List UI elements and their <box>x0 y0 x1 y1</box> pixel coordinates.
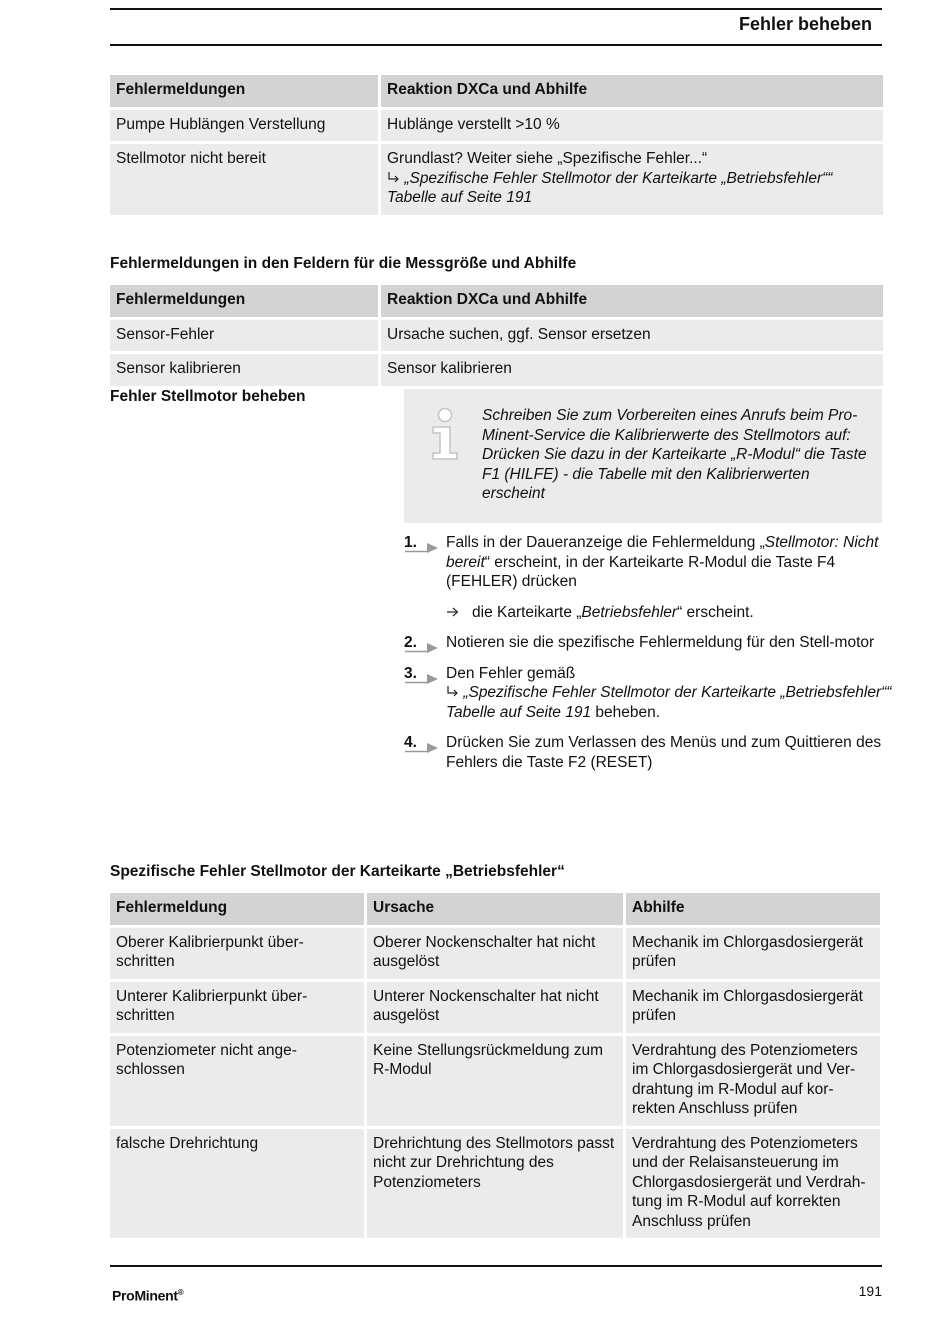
column-header-error: Fehlermeldungen <box>110 285 378 317</box>
error-table-measurement <box>107 282 886 389</box>
cause-cell: Unterer Nockenschalter hat nicht ausgelöst <box>367 982 623 1033</box>
error-cell: falsche Drehrichtung <box>110 1129 364 1239</box>
section-heading-actuator: Fehler Stellmotor beheben <box>110 388 306 405</box>
cause-cell: Oberer Nockenschalter hat nicht ausgelöst <box>367 928 623 979</box>
error-cell: Pumpe Hublängen Verstellung <box>110 110 378 142</box>
cross-reference[interactable] <box>446 683 910 722</box>
step-text: Falls in der Daueranzeige die Fehlermeldung „ <box>446 534 765 551</box>
column-header-reaction: Reaktion DXCa und Abhilfe <box>381 285 883 317</box>
header-top-rule <box>110 8 882 10</box>
result-text: die Karteikarte „ <box>472 603 582 621</box>
step-text: “ erscheint, in der Karteikarte R-Modul die Taste F4 (FEHLER) drücken <box>446 553 836 590</box>
column-header-error: Fehlermeldung <box>110 893 364 925</box>
step-2 <box>404 633 882 653</box>
column-header-remedy: Abhilfe <box>626 893 880 925</box>
cause-cell: Drehrichtung des Stellmotors passt nicht zur Drehrichtung des Potenziometers <box>367 1129 623 1239</box>
result-tab-name: Betriebsfehler <box>581 603 678 621</box>
table-header-row <box>110 893 880 925</box>
reaction-text: Grundlast? Weiter siehe „Spezifische Fehler...“ <box>387 150 708 167</box>
step-number: 2. <box>404 634 417 651</box>
logo-text: ProMinent <box>112 1287 178 1304</box>
step-number: 3. <box>404 664 417 682</box>
table-row <box>110 928 880 979</box>
step-number: 1. <box>404 534 417 551</box>
table-row <box>110 982 880 1033</box>
info-note <box>404 389 882 523</box>
error-cell: Unterer Kalibrierpunkt über-schritten <box>110 982 364 1033</box>
table-header-row <box>110 285 883 317</box>
remedy-cell: Mechanik im Chlorgasdosiergerät prüfen <box>626 982 880 1033</box>
cause-cell: Keine Stellungsrückmeldung zum R-Modul <box>367 1036 623 1126</box>
table-row <box>110 144 883 215</box>
step-message: Stellmotor: Nicht bereit <box>446 534 879 571</box>
table-header-row <box>110 75 883 107</box>
reaction-cell: Hublänge verstellt >10 % <box>381 110 883 142</box>
result-text: “ erscheint. <box>677 603 754 621</box>
procedure-steps <box>404 533 892 783</box>
cross-reference-icon <box>387 171 400 184</box>
step-number: 4. <box>404 734 417 751</box>
error-cell: Sensor kalibrieren <box>110 354 378 386</box>
section-heading-actuator-errors: Spezifische Fehler Stellmotor der Karteikarte „Betriebsfehler“ <box>110 863 565 880</box>
reaction-cell <box>381 144 883 215</box>
error-cell: Sensor-Fehler <box>110 320 378 352</box>
step-1 <box>404 533 882 592</box>
column-header-error: Fehlermeldungen <box>110 75 378 107</box>
step-1-result <box>404 603 882 623</box>
error-table-general <box>107 72 886 218</box>
cross-reference[interactable] <box>387 169 877 208</box>
footer-rule <box>110 1265 882 1267</box>
step-arrow-icon <box>405 539 439 553</box>
reaction-cell: Sensor kalibrieren <box>381 354 883 386</box>
page-header-title: Fehler beheben <box>738 14 872 34</box>
header-bottom-rule <box>110 44 882 46</box>
step-3 <box>404 664 892 723</box>
table-row <box>110 354 883 386</box>
reaction-cell: Ursache suchen, ggf. Sensor ersetzen <box>381 320 883 352</box>
table-row <box>110 1129 880 1239</box>
step-arrow-icon <box>405 670 439 684</box>
step-text: beheben. <box>595 703 661 721</box>
step-text: Notieren sie die spezifische Fehlermeldung für den Stell-motor <box>446 634 875 651</box>
cross-reference-link[interactable]: „Spezifische Fehler Stellmotor der Karteikarte „Betriebsfehler““ Tabelle auf Seite 191 <box>446 684 892 721</box>
remedy-cell: Mechanik im Chlorgasdosiergerät prüfen <box>626 928 880 979</box>
table-row <box>110 110 883 142</box>
table-row <box>110 320 883 352</box>
remedy-cell: Verdrahtung des Potenziometers und der Relaisansteuerung im Chlorgasdosiergerät und Verdrah-tung im R-Modul auf korrekten Anschluss prüfen <box>626 1129 880 1239</box>
remedy-cell: Verdrahtung des Potenziometers im Chlorgasdosiergerät und Ver-drahtung im R-Modul auf kor-rekten Anschluss prüfen <box>626 1036 880 1126</box>
step-text: Den Fehler gemäß <box>446 664 576 682</box>
section-heading-measurement: Fehlermeldungen in den Feldern für die Messgröße und Abhilfe <box>110 255 577 272</box>
cross-reference-link[interactable]: „Spezifische Fehler Stellmotor der Karteikarte „Betriebsfehler““ Tabelle auf Seite 191 <box>387 169 833 206</box>
info-icon <box>428 407 462 461</box>
step-text: Drücken Sie zum Verlassen des Menüs und zum Quittieren des Fehlers die Taste F2 (RESET) <box>446 734 882 771</box>
error-cell: Oberer Kalibrierpunkt über-schritten <box>110 928 364 979</box>
step-4 <box>404 733 882 772</box>
registered-mark: ® <box>177 1288 184 1297</box>
info-note-text: Schreiben Sie zum Vorbereiten eines Anrufs beim Pro-Minent-Service die Kalibrierwerte des Stellmotors auf: Drücken Sie dazu in der Karteikarte „R-Modul“ die Taste F1 (HILFE) - die Tabelle mit den Kalibrierwerten erscheint <box>482 407 867 502</box>
table-row <box>110 1036 880 1126</box>
step-arrow-icon <box>405 639 439 653</box>
cross-reference-icon <box>446 685 459 698</box>
actuator-error-table <box>107 890 883 1241</box>
column-header-cause: Ursache <box>367 893 623 925</box>
result-arrow-icon <box>446 603 459 623</box>
error-cell: Potenziometer nicht ange-schlossen <box>110 1036 364 1126</box>
column-header-reaction: Reaktion DXCa und Abhilfe <box>381 75 883 107</box>
prominent-logo <box>112 1283 183 1306</box>
page-number: 191 <box>858 1283 882 1299</box>
step-arrow-icon <box>405 739 439 753</box>
error-cell: Stellmotor nicht bereit <box>110 144 378 215</box>
